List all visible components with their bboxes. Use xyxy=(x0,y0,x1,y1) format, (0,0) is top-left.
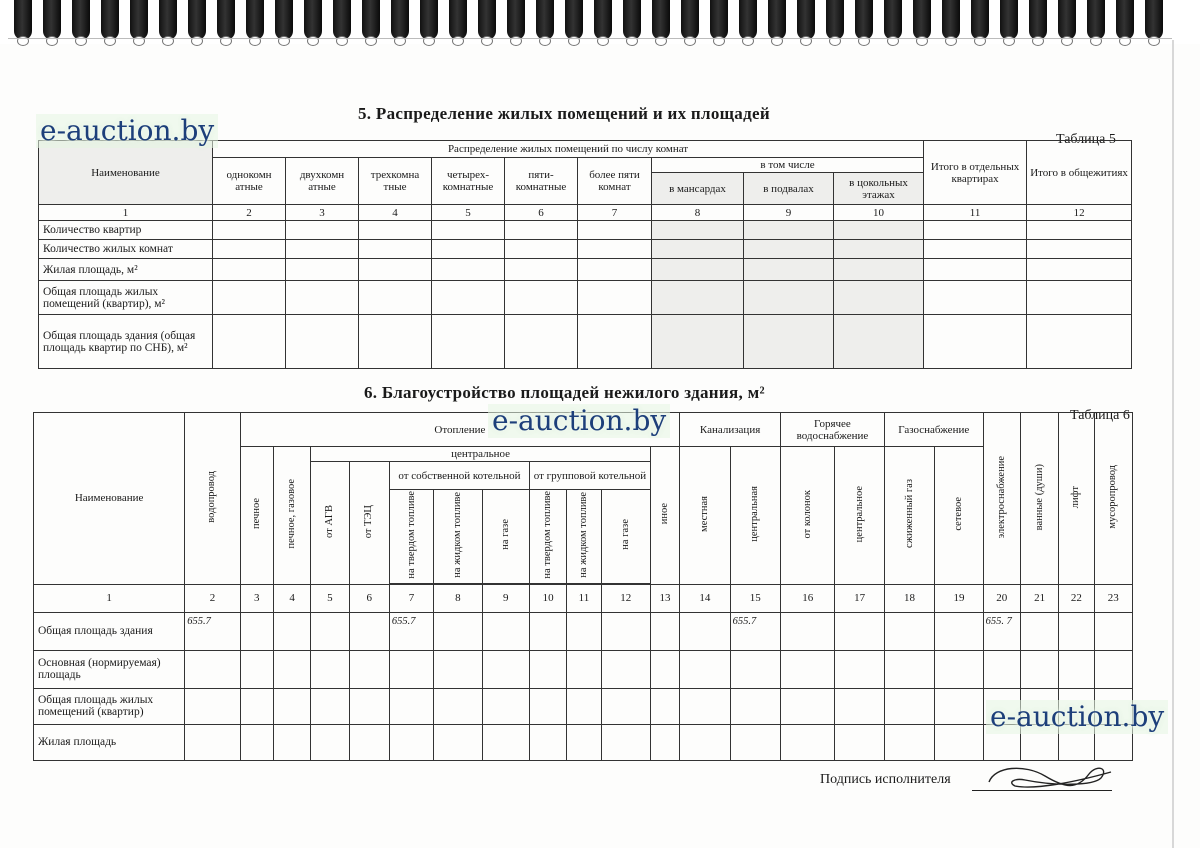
binding-ring xyxy=(420,0,438,40)
binding-ring xyxy=(536,0,554,40)
t6-col-number: 18 xyxy=(884,584,934,612)
table-row xyxy=(34,650,1133,688)
t5-header-room-6: более пяти комнат xyxy=(578,158,652,205)
t6-col-number: 13 xyxy=(650,584,679,612)
signature-scribble xyxy=(985,760,1115,794)
t5-col-number: 1 xyxy=(39,205,213,221)
t6-header-sewer: Канализация xyxy=(680,413,781,447)
t5-header-basement: в подвалах xyxy=(744,173,834,205)
t6-number-row xyxy=(34,584,1133,612)
t6-header-own-gas: на газе xyxy=(499,519,511,551)
binding-ring xyxy=(275,0,293,40)
t6-col-number: 10 xyxy=(529,584,566,612)
binding-ring xyxy=(768,0,786,40)
t6-col-number: 20 xyxy=(983,584,1020,612)
t6-header-own-liquid: на жидком топливе xyxy=(451,491,463,578)
t6-header-own-solid: на твердом топливе xyxy=(405,491,417,579)
t6-col-number: 21 xyxy=(1020,584,1058,612)
signature-label: Подпись исполнителя xyxy=(820,772,951,787)
table5-caption: Таблица 5 xyxy=(1056,132,1116,147)
binding-ring xyxy=(1087,0,1105,40)
binding-ring xyxy=(739,0,757,40)
t6-col-number: 8 xyxy=(434,584,482,612)
binding-ring xyxy=(159,0,177,40)
table-row xyxy=(39,240,1132,259)
t6-header-water: водопровод xyxy=(206,470,218,523)
t6-header-liquefied: сжиженный газ xyxy=(903,479,915,549)
t6-col-number: 22 xyxy=(1059,584,1094,612)
t5-row-label: Количество жилых комнат xyxy=(39,240,213,259)
t5-col-number: 3 xyxy=(286,205,359,221)
watermark-logo: e-auction.by xyxy=(488,404,670,438)
t6-value-own-solid: 655.7 xyxy=(389,612,433,650)
t6-header-stove: печное xyxy=(250,498,262,530)
table-row xyxy=(34,688,1133,724)
t6-col-number: 12 xyxy=(601,584,650,612)
table5 xyxy=(38,140,1132,369)
binding-ring xyxy=(913,0,931,40)
t5-header-total-dorms: Итого в общежитиях xyxy=(1027,141,1132,205)
t6-col-number: 16 xyxy=(781,584,835,612)
t5-row-label: Общая площадь здания (общая площадь квартир по СНБ), м² xyxy=(39,315,213,369)
t6-header-gas: Газоснабжение xyxy=(884,413,983,447)
binding-ring xyxy=(101,0,119,40)
t5-col-number: 10 xyxy=(834,205,924,221)
binding-ring xyxy=(304,0,322,40)
binding-ring xyxy=(478,0,496,40)
t6-row-label: Жилая площадь xyxy=(34,724,185,760)
t6-header-own-boiler: от собственной котельной xyxy=(389,462,529,490)
t6-col-number: 1 xyxy=(34,584,185,612)
table6 xyxy=(33,412,1133,761)
t6-col-number: 3 xyxy=(240,584,273,612)
binding-ring xyxy=(72,0,90,40)
t6-header-agv: от АГВ xyxy=(323,504,335,538)
t6-row-label: Общая площадь здания xyxy=(34,612,185,650)
table-row xyxy=(34,724,1133,760)
t6-col-number: 9 xyxy=(482,584,529,612)
t6-header-from-column: от колонок xyxy=(801,489,813,539)
binding-ring xyxy=(594,0,612,40)
binding-ring xyxy=(246,0,264,40)
table-row xyxy=(39,221,1132,240)
t5-row-label: Общая площадь жилых помещений (квартир), м² xyxy=(39,281,213,315)
binding-ring xyxy=(43,0,61,40)
t5-header-room-1: однокомн атные xyxy=(213,158,286,205)
t6-col-number: 23 xyxy=(1094,584,1132,612)
t5-header-total-apartments: Итого в отдельных квартирах xyxy=(924,141,1027,205)
section5-title: 5. Распределение жилых помещений и их площадей xyxy=(358,104,770,123)
t5-col-number: 2 xyxy=(213,205,286,221)
binding-ring xyxy=(188,0,206,40)
t6-col-number: 11 xyxy=(567,584,601,612)
binding-ring xyxy=(884,0,902,40)
t6-header-tec: от ТЭЦ xyxy=(363,504,375,538)
t6-header-local: местная xyxy=(698,495,710,532)
t5-header-ground-floor: в цокольных этажах xyxy=(834,173,924,205)
binding-ring xyxy=(826,0,844,40)
t5-col-number: 9 xyxy=(744,205,834,221)
t5-number-row xyxy=(39,205,1132,221)
binding-ring xyxy=(362,0,380,40)
binding-ring xyxy=(1116,0,1134,40)
t5-row-label: Жилая площадь, м² xyxy=(39,259,213,281)
t6-col-number: 14 xyxy=(680,584,730,612)
t5-col-number: 7 xyxy=(578,205,652,221)
binding-ring xyxy=(130,0,148,40)
table-row xyxy=(34,612,1133,650)
page-edge xyxy=(8,38,1172,39)
table-row xyxy=(39,259,1132,281)
binding-ring xyxy=(1000,0,1018,40)
table-row xyxy=(39,315,1132,369)
t6-col-number: 6 xyxy=(349,584,389,612)
t6-header-group-liquid: на жидком топливе xyxy=(577,491,589,578)
t5-col-number: 12 xyxy=(1027,205,1132,221)
t6-header-heating: Отопление xyxy=(240,413,680,447)
page-right-edge xyxy=(1172,40,1174,848)
t6-row-label: Общая площадь жилых помещений (квартир) xyxy=(34,688,185,724)
t5-col-number: 4 xyxy=(359,205,432,221)
t6-header-electric: электроснабжение xyxy=(995,455,1007,538)
t6-header-group-boiler: от групповой котельной xyxy=(529,462,650,490)
watermark-logo: e-auction.by xyxy=(986,700,1168,734)
binding-ring xyxy=(797,0,815,40)
binding-ring xyxy=(1029,0,1047,40)
binding-ring xyxy=(14,0,32,40)
t6-col-number: 19 xyxy=(935,584,983,612)
binding-ring xyxy=(449,0,467,40)
t6-header-central: центральное xyxy=(311,447,651,462)
t6-col-number: 17 xyxy=(835,584,884,612)
binding-ring xyxy=(333,0,351,40)
t6-header-network: сетевое xyxy=(952,496,964,531)
t6-header-stove-gas: печное, газовое xyxy=(286,479,298,549)
t6-col-number: 5 xyxy=(311,584,349,612)
t5-col-number: 8 xyxy=(652,205,744,221)
t5-header-room-4: четырех-комнатные xyxy=(432,158,505,205)
binding-ring xyxy=(971,0,989,40)
binding-ring xyxy=(1058,0,1076,40)
binding-ring xyxy=(1145,0,1163,40)
binding-ring xyxy=(681,0,699,40)
binding-ring xyxy=(710,0,728,40)
t6-header-other: иное xyxy=(659,503,671,525)
t5-col-number: 5 xyxy=(432,205,505,221)
t6-row-label: Основная (нормируемая) площадь xyxy=(34,650,185,688)
table-row xyxy=(39,281,1132,315)
t6-col-number: 7 xyxy=(389,584,433,612)
t6-value-central-sewer: 655.7 xyxy=(730,612,780,650)
t5-row-label: Количество квартир xyxy=(39,221,213,240)
watermark-logo: e-auction.by xyxy=(36,114,218,148)
t6-col-number: 4 xyxy=(273,584,310,612)
t6-col-number: 2 xyxy=(185,584,240,612)
t5-header-room-3: трехкомна тные xyxy=(359,158,432,205)
t6-header-garbage: мусоропровод xyxy=(1107,464,1119,529)
t6-header-hot-water: Горячее водоснабжение xyxy=(781,413,885,447)
t5-header-distribution: Распределение жилых помещений по числу комнат xyxy=(213,141,924,158)
t5-header-name: Наименование xyxy=(39,141,213,205)
section6-title: 6. Благоустройство площадей нежилого здания, м² xyxy=(364,383,765,402)
binding-ring xyxy=(565,0,583,40)
t5-col-number: 6 xyxy=(505,205,578,221)
t6-header-group-gas: на газе xyxy=(619,519,631,551)
binding-ring xyxy=(855,0,873,40)
binding-ring xyxy=(217,0,235,40)
binding-ring xyxy=(623,0,641,40)
binding-ring xyxy=(942,0,960,40)
t6-value-electric: 655. 7 xyxy=(983,612,1020,650)
binding-ring xyxy=(507,0,525,40)
t5-header-room-5: пяти-комнатные xyxy=(505,158,578,205)
t6-header-baths: ванные (души) xyxy=(1033,463,1045,530)
t5-header-attic: в мансардах xyxy=(652,173,744,205)
t6-col-number: 15 xyxy=(730,584,780,612)
binding-ring xyxy=(391,0,409,40)
binding-ring xyxy=(652,0,670,40)
t6-header-lift: лифт xyxy=(1070,485,1082,508)
t6-header-central-hot: центральное xyxy=(853,485,865,542)
t5-header-including: в том числе xyxy=(652,158,924,173)
t6-header-name: Наименование xyxy=(34,413,185,585)
t6-value-water: 655.7 xyxy=(185,612,240,650)
t5-header-room-2: двухкомн атные xyxy=(286,158,359,205)
t5-col-number: 11 xyxy=(924,205,1027,221)
t6-header-central-sewer: центральная xyxy=(749,485,761,542)
table6-caption: Таблица 6 xyxy=(1070,408,1130,423)
t6-header-group-solid: на твердом топливе xyxy=(542,491,554,579)
